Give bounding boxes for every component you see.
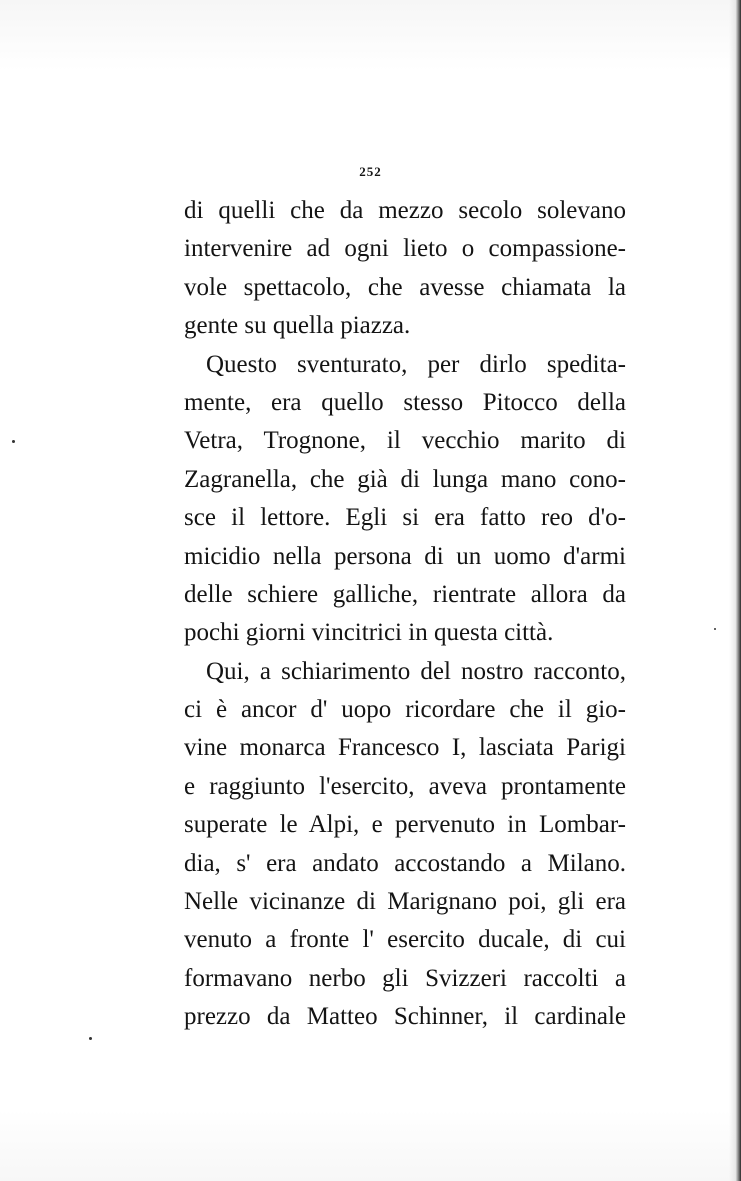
ink-speck xyxy=(89,1037,92,1040)
text-line: venuto a fronte l' esercito ducale, di cui xyxy=(184,926,626,954)
page-number: 252 xyxy=(359,164,382,179)
text-line: dia, s' era andato accostando a Milano. xyxy=(184,849,626,877)
body-text xyxy=(184,192,626,1037)
text-line: intervenire ad ogni lieto o compassione- xyxy=(184,235,626,263)
text-line: ci è ancor d' uopo ricordare che il gio- xyxy=(184,696,626,724)
text-line: gente su quella piazza. xyxy=(184,312,411,340)
text-line: Nelle vicinanze di Marignano poi, gli era xyxy=(184,888,626,916)
text-line: vole spettacolo, che avesse chiamata la xyxy=(184,273,626,301)
text-line: pochi giorni vincitrici in questa città. xyxy=(184,619,554,647)
text-line: e raggiunto l'esercito, aveva prontamente xyxy=(184,772,626,800)
text-line: superate le Alpi, e pervenuto in Lombar- xyxy=(184,811,626,839)
text-line: vine monarca Francesco I, lasciata Parigi xyxy=(184,734,626,762)
text-line: Vetra, Trognone, il vecchio marito di xyxy=(184,427,626,455)
text-line: prezzo da Matteo Schinner, il cardinale xyxy=(184,1003,626,1031)
text-line: formavano nerbo gli Svizzeri raccolti a xyxy=(184,964,626,992)
text-line: micidio nella persona di un uomo d'armi xyxy=(184,542,626,570)
text-line: mente, era quello stesso Pitocco della xyxy=(184,388,626,416)
paragraph-start-line: Qui, a schiarimento del nostro racconto, xyxy=(206,657,626,685)
text-line: di quelli che da mezzo secolo solevano xyxy=(184,197,626,224)
ink-speck xyxy=(714,628,716,630)
paragraph-start-line: Questo sventurato, per dirlo spedita- xyxy=(206,350,626,378)
ink-speck xyxy=(12,440,15,443)
text-line: sce il lettore. Egli si era fatto reo d'o- xyxy=(184,504,626,532)
text-line: Zagranella, che già di lunga mano cono- xyxy=(184,465,626,493)
text-line: delle schiere galliche, rientrate allora da xyxy=(184,580,626,608)
